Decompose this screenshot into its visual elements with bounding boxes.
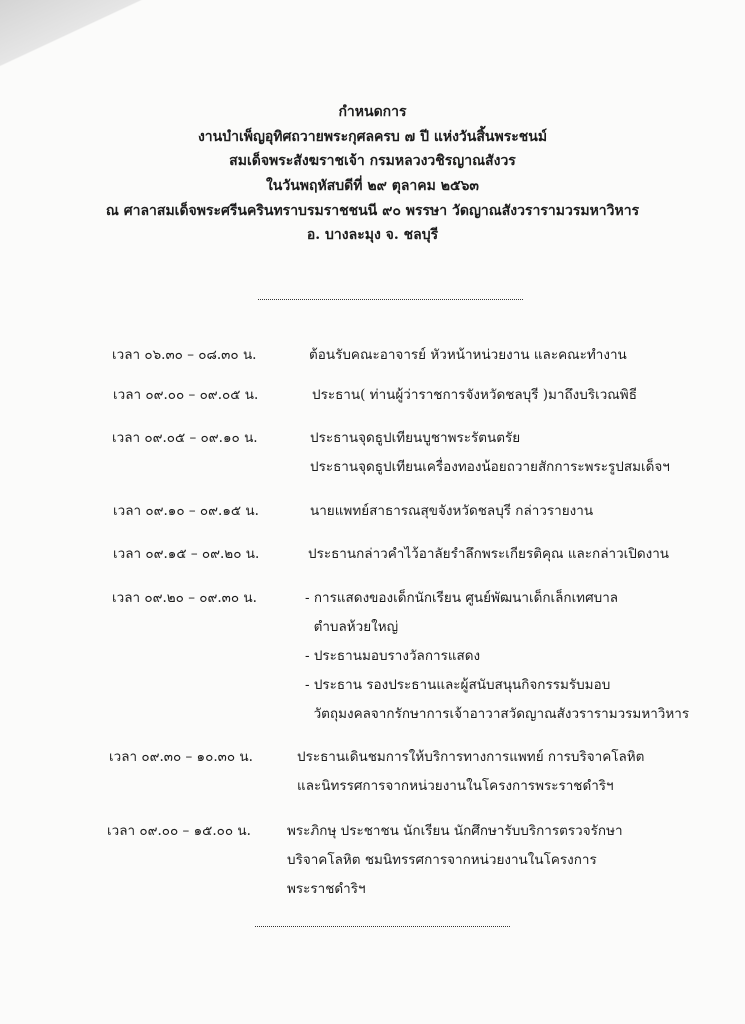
- schedule-description: [309, 341, 627, 370]
- header-line-3: ในวันพฤหัสบดีที่ ๒๙ ตุลาคม ๒๕๖๓: [265, 178, 480, 195]
- schedule-line: บริจาคโลหิต ชมนิทรรศการจากหน่วยงานในโครงการ: [287, 852, 597, 868]
- schedule-description: [305, 584, 689, 729]
- schedule-description: [297, 743, 644, 801]
- schedule-line: - ประธาน รองประธานและผู้สนับสนุนกิจกรรมรับมอบ: [305, 677, 611, 693]
- schedule-line: ประธานจุดธูปเทียนบูชาพระรัตนตรัย: [310, 430, 521, 446]
- schedule-description: [308, 540, 669, 569]
- schedule-description: [310, 497, 593, 526]
- bottom-dotted-separator: [255, 926, 510, 927]
- schedule-description: [312, 381, 637, 410]
- schedule-time: เวลา ๐๙.๐๐ – ๐๙.๐๕ น.: [113, 387, 259, 403]
- schedule-time: เวลา ๐๙.๑๐ – ๐๙.๑๕ น.: [113, 503, 259, 519]
- schedule-line: พระราชดำริฯ: [287, 881, 366, 897]
- document-title: กำหนดการ: [338, 104, 407, 120]
- schedule-description: [310, 424, 670, 482]
- schedule-time: เวลา ๐๖.๓๐ – ๐๘.๓๐ น.: [112, 347, 257, 363]
- schedule-line: พระภิกษุ ประชาชน นักเรียน นักศึกษารับบริการตรวจรักษา: [287, 823, 623, 839]
- schedule-line: ประธานเดินชมการให้บริการทางการแพทย์ การบริจาคโลหิต: [297, 749, 645, 765]
- schedule-line: ประธานจุดธูปเทียนเครื่องทองน้อยถวายสักการะพระรูปสมเด็จฯ: [310, 459, 670, 475]
- header-line-5: อ. บางละมุง จ. ชลบุรี: [306, 227, 439, 244]
- schedule-time: เวลา ๐๙.๑๕ – ๐๙.๒๐ น.: [113, 546, 260, 562]
- schedule-line: ประธานกล่าวคำไว้อาลัยรำลึกพระเกียรติคุณ และกล่าวเปิดงาน: [308, 546, 670, 562]
- schedule-line: ตำบลห้วยใหญ่: [305, 619, 399, 635]
- schedule-line: นายแพทย์สาธารณสุขจังหวัดชลบุรี กล่าวรายงาน: [310, 503, 594, 519]
- top-dotted-separator: [258, 299, 523, 300]
- schedule-line: และนิทรรศการจากหน่วยงานในโครงการพระราชดำริฯ: [297, 778, 614, 794]
- header-line-4: ณ ศาลาสมเด็จพระศรีนครินทราบรมราชชนนี ๙๐ พรรษา วัดญาณสังวรารามวรมหาวิหาร: [105, 202, 640, 219]
- schedule-time: เวลา ๐๙.๐๕ – ๐๙.๑๐ น.: [112, 430, 258, 446]
- schedule-time: เวลา ๐๙.๓๐ – ๑๐.๓๐ น.: [109, 749, 253, 765]
- header-line-1: งานบำเพ็ญอุทิศถวายพระกุศลครบ ๗ ปี แห่งวันสิ้นพระชนม์: [197, 128, 548, 145]
- schedule-line: ประธาน( ท่านผู้ว่าราชการจังหวัดชลบุรี )มาถึงบริเวณพิธี: [312, 387, 637, 403]
- page-corner-fold: [0, 0, 150, 75]
- schedule-time: เวลา ๐๙.๒๐ – ๐๙.๓๐ น.: [112, 590, 257, 606]
- schedule-line: - ประธานมอบรางวัลการแสดง: [305, 648, 481, 664]
- schedule-line: วัตถุมงคลจากรักษาการเจ้าอาวาสวัดญาณสังวรารามวรมหาวิหาร: [305, 706, 690, 722]
- header-line-2: สมเด็จพระสังฆราชเจ้า กรมหลวงวชิรญาณสังวร: [229, 153, 516, 170]
- schedule-line: ต้อนรับคณะอาจารย์ หัวหน้าหน่วยงาน และคณะทำงาน: [309, 347, 627, 363]
- schedule-description: [287, 817, 623, 904]
- document-header: [0, 100, 745, 248]
- schedule-time: เวลา ๐๙.๐๐ – ๑๕.๐๐ น.: [107, 823, 251, 839]
- schedule-line: - การแสดงของเด็กนักเรียน ศูนย์พัฒนาเด็กเล็กเทศบาล: [305, 590, 619, 606]
